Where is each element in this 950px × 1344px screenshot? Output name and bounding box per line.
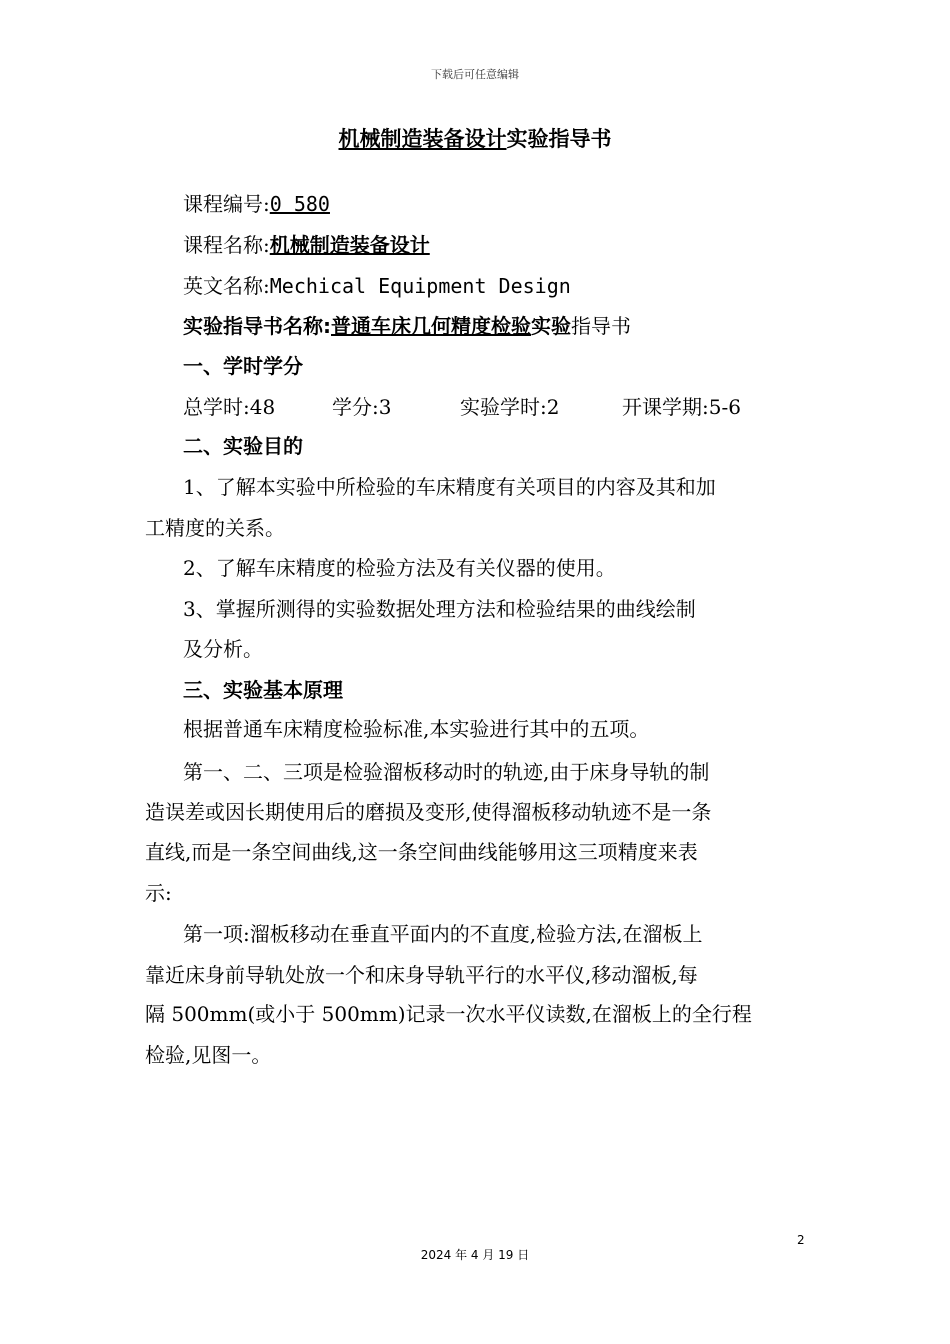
objective-2: 2、了解车床精度的检验方法及有关仪器的使用。: [183, 556, 616, 580]
principle-paragraph-2-line4: 示:: [145, 881, 172, 905]
guide-name-label: 实验指导书名称:: [183, 314, 331, 338]
objective-1-line2: 工精度的关系。: [145, 516, 285, 540]
guide-name-rest: 指导书: [571, 314, 631, 338]
total-hours: 总学时:48: [183, 395, 276, 419]
section2-heading: 二、实验目的: [183, 434, 303, 458]
course-code-label: 课程编号:: [183, 192, 270, 216]
lab-hours: 实验学时:2: [460, 395, 560, 419]
principle-paragraph-3-line3: 隔 500mm(或小于 500mm)记录一次水平仪读数,在溜板上的全行程: [145, 1002, 752, 1026]
guide-name-bold: 实验: [531, 314, 571, 338]
title-rest: 实验指导书: [506, 127, 612, 151]
english-name-label: 英文名称:: [183, 274, 270, 298]
course-name-line: [183, 229, 430, 258]
principle-paragraph-2-line2: 造误差或因长期使用后的磨损及变形,使得溜板移动轨迹不是一条: [145, 800, 712, 824]
course-code-value: 0 580: [269, 192, 330, 216]
title-underlined: 机械制造装备设计: [338, 127, 507, 151]
principle-paragraph-3-line2: 靠近床身前导轨处放一个和床身导轨平行的水平仪,移动溜板,每: [145, 963, 698, 987]
course-code-line: [183, 188, 330, 217]
document-title: [0, 123, 950, 153]
principle-paragraph-3-line1: 第一项:溜板移动在垂直平面内的不直度,检验方法,在溜板上: [183, 922, 703, 946]
english-name-value: Mechical Equipment Design: [269, 274, 571, 298]
semester: 开课学期:5-6: [622, 395, 741, 419]
guide-name-line: [183, 310, 631, 339]
principle-paragraph-2-line1: 第一、二、三项是检验溜板移动时的轨迹,由于床身导轨的制: [183, 760, 710, 784]
objective-3-line2: 及分析。: [183, 637, 263, 661]
page-header: 下载后可任意编辑: [431, 68, 519, 81]
objective-1-line1: 1、了解本实验中所检验的车床精度有关项目的内容及其和加: [183, 475, 716, 499]
credits: 学分:3: [332, 395, 392, 419]
section1-heading: 一、学时学分: [183, 354, 303, 378]
page-number: 2: [797, 1233, 805, 1247]
objective-3-line1: 3、掌握所测得的实验数据处理方法和检验结果的曲线绘制: [183, 597, 696, 621]
section3-heading: 三、实验基本原理: [183, 678, 343, 702]
course-name-value: 机械制造装备设计: [269, 233, 430, 257]
footer-date: 2024 年 4 月 19 日: [420, 1248, 530, 1262]
guide-name-underlined: 普通车床几何精度检验: [331, 314, 531, 338]
principle-paragraph-3-line4: 检验,见图一。: [145, 1043, 272, 1067]
principle-paragraph-1: 根据普通车床精度检验标准,本实验进行其中的五项。: [183, 717, 650, 741]
course-name-label: 课程名称:: [183, 233, 270, 257]
principle-paragraph-2-line3: 直线,而是一条空间曲线,这一条空间曲线能够用这三项精度来表: [145, 840, 698, 864]
english-name-line: [183, 270, 571, 299]
